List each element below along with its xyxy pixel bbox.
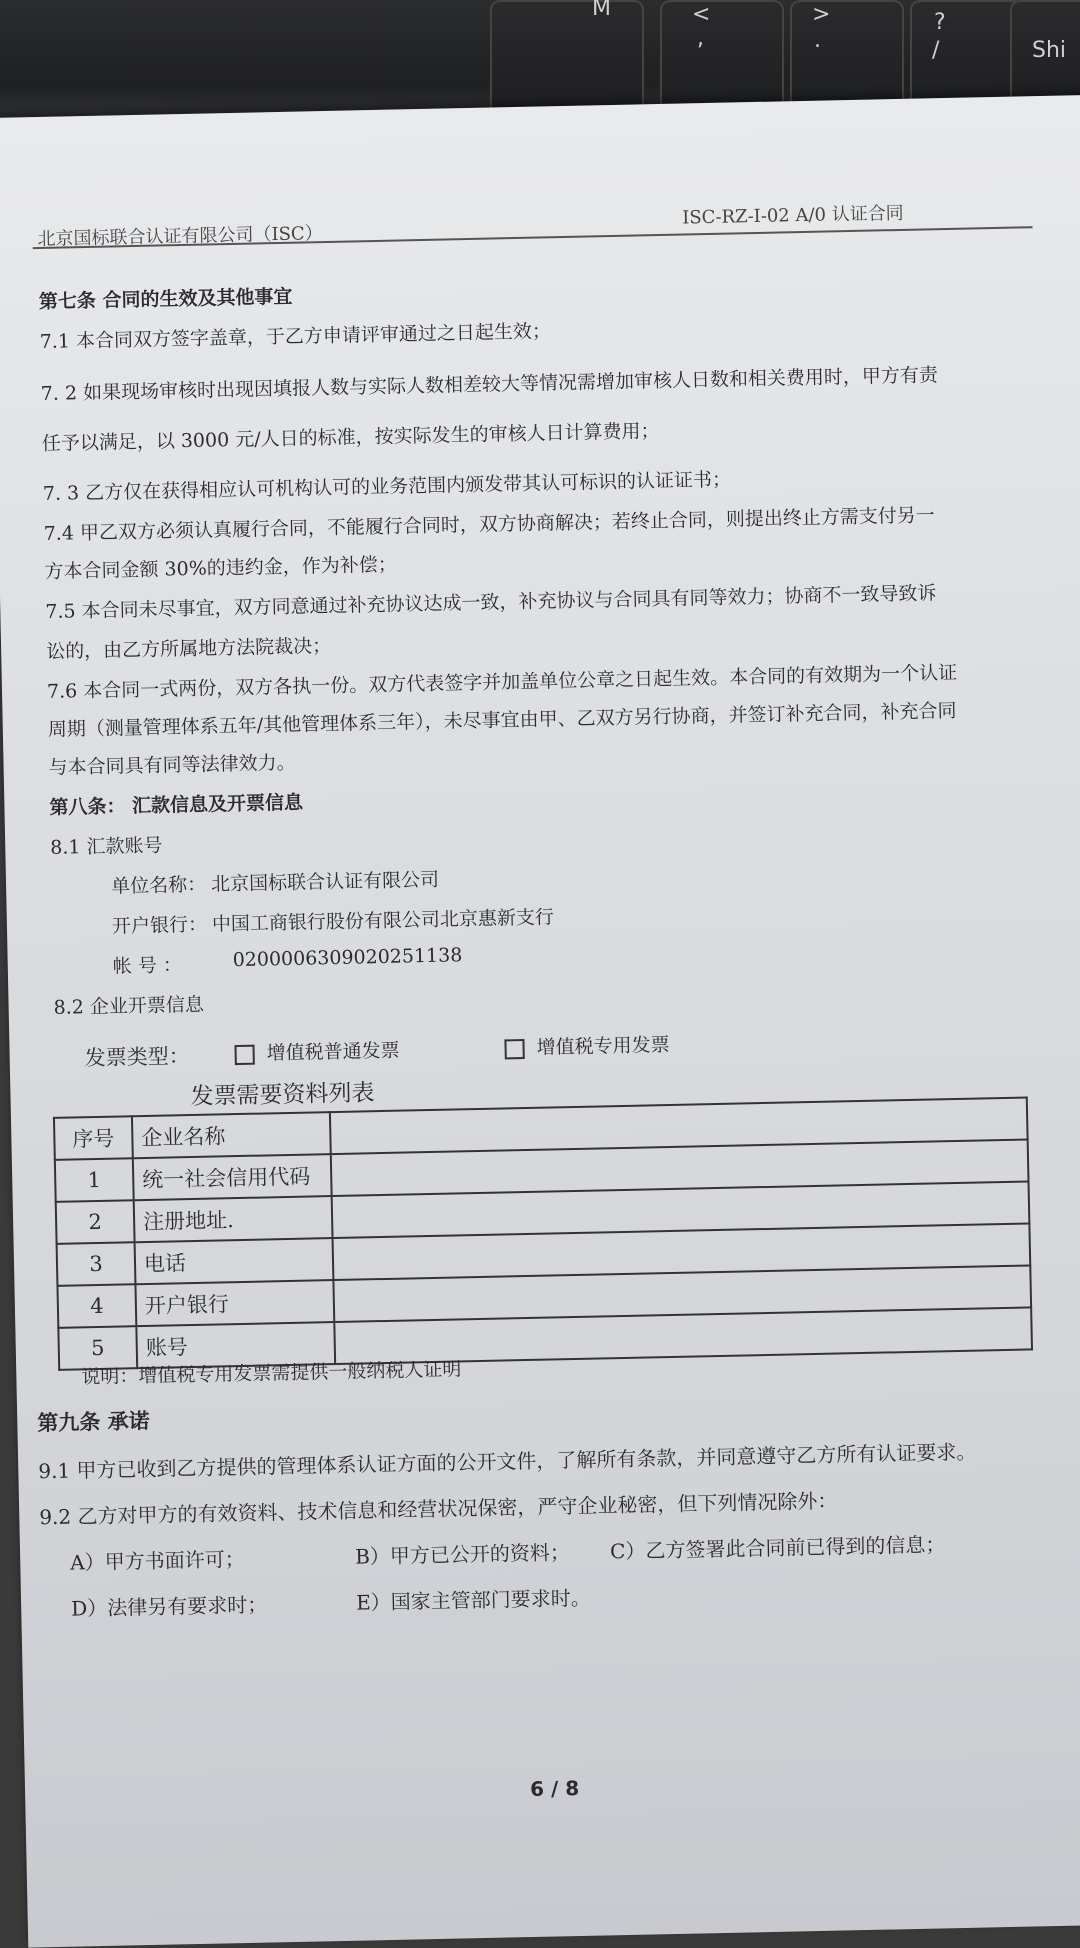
table-row-label: 统一社会信用代码 (133, 1154, 332, 1200)
table-row-num: 2 (56, 1200, 135, 1244)
s8-1: 8.1 汇款账号 (50, 834, 163, 859)
key-shift: Shi (1010, 0, 1080, 122)
p7-6a: 7.6 本合同一式两份，双方各执一份。双方代表签字并加盖单位公章之日起生效。本合同的有效期为一个认证 (46, 661, 958, 703)
invoice-option-normal[interactable]: 增值税普通发票 (234, 1036, 400, 1066)
key-period: > . (790, 0, 904, 122)
p7-2a: 7. 2 如果现场审核时出现因填报人数与实际人数相差较大等情况需增加审核人日数和相关费用时，甲方有责 (40, 364, 939, 405)
unit-name-label: 单位名称： (110, 873, 207, 898)
table-row-num: 4 (57, 1284, 136, 1328)
p7-6b: 周期（测量管理体系五年/其他管理体系三年），未尽事宜由甲、乙双方另行协商，并签订补充合同，补充合同 (47, 699, 957, 741)
table-row-label: 开户银行 (135, 1280, 334, 1326)
checkbox-special-invoice[interactable] (504, 1039, 524, 1059)
p9-1: 9.1 甲方已收到乙方提供的管理体系认证方面的公开文件，了解所有条款，并同意遵守乙方所有认证要求。 (38, 1439, 977, 1484)
table-header-num: 序号 (54, 1116, 133, 1160)
exception-a: A）甲方书面许可； (70, 1546, 245, 1575)
s8-2: 8.2 企业开票信息 (53, 993, 205, 1019)
document-content (0, 95, 1080, 1917)
invoice-note: 说明：增值税专用发票需提供一般纳税人证明 (81, 1358, 462, 1389)
exception-c: C）乙方签署此合同前已得到的信息； (609, 1532, 946, 1564)
p7-3: 7. 3 乙方仅在获得相应认可机构认可的业务范围内颁发带其认可标识的认证证书； (42, 468, 732, 505)
checkbox-normal-invoice[interactable] (234, 1045, 254, 1065)
bank-value: 中国工商银行股份有限公司北京惠新支行 (211, 906, 555, 936)
article7-title: 第七条 合同的生效及其他事宜 (38, 285, 293, 314)
exception-b: B）甲方已公开的资料； (354, 1540, 571, 1569)
p7-6c: 与本合同具有同等法律效力。 (48, 751, 296, 779)
invoice-table-title: 发票需要资料列表 (190, 1080, 375, 1111)
p7-2b: 任予以满足，以 3000 元/人日的标准，按实际发生的审核人日计算费用； (41, 420, 660, 455)
invoice-option-special[interactable]: 增值税专用发票 (504, 1030, 670, 1060)
document-page (0, 95, 1080, 1948)
table-row-num: 1 (55, 1158, 134, 1202)
bank-label: 开户银行： (111, 913, 208, 938)
exception-d: D）法律另有要求时； (70, 1592, 268, 1621)
p7-5a: 7.5 本合同未尽事宜，双方同意通过补充协议达成一致，补充协议与合同具有同等效力；协商不一致导致诉 (45, 582, 937, 623)
table-header-name: 企业名称 (132, 1112, 331, 1158)
table-row-num: 3 (57, 1242, 136, 1286)
key-m: M (490, 0, 644, 122)
table-row-num: 5 (58, 1326, 137, 1370)
invoice-type-label: 发票类型： (84, 1044, 190, 1071)
account-value: 0200006309020251138 (232, 944, 463, 972)
p7-5b: 讼的，由乙方所属地方法院裁决； (45, 634, 332, 663)
unit-name-value: 北京国标联合认证有限公司 (210, 868, 440, 896)
article9-title: 第九条 承诺 (37, 1408, 150, 1436)
page-number: 6 / 8 (529, 1776, 580, 1802)
key-comma: < , (660, 0, 784, 122)
table-row-label: 电话 (135, 1238, 334, 1284)
key-slash: ? / (910, 0, 1024, 122)
article8-title: 第八条： 汇款信息及开票信息 (49, 791, 304, 819)
header-doc-code: ISC-RZ-I-02 A/0 认证合同 (682, 202, 904, 229)
table-row-label: 账号 (136, 1322, 335, 1368)
table-row-label: 注册地址. (134, 1196, 333, 1242)
invoice-info-table (53, 1096, 1033, 1370)
p7-1: 7.1 本合同双方签字盖章，于乙方申请评审通过之日起生效； (39, 320, 552, 354)
exception-e: E）国家主管部门要求时。 (355, 1585, 591, 1615)
p7-4b: 方本合同金额 30%的违约金，作为补偿； (44, 553, 397, 583)
p7-4a: 7.4 甲乙双方必须认真履行合同，不能履行合同时，双方协商解决；若终止合同，则提出终止方需支付另一 (43, 504, 936, 545)
header-company: 北京国标联合认证有限公司（ISC） (37, 223, 323, 251)
account-label: 帐 号 ： (112, 954, 183, 978)
p9-2: 9.2 乙方对甲方的有效资料、技术信息和经营状况保密，严守企业秘密，但下列情况除外： (39, 1488, 838, 1530)
